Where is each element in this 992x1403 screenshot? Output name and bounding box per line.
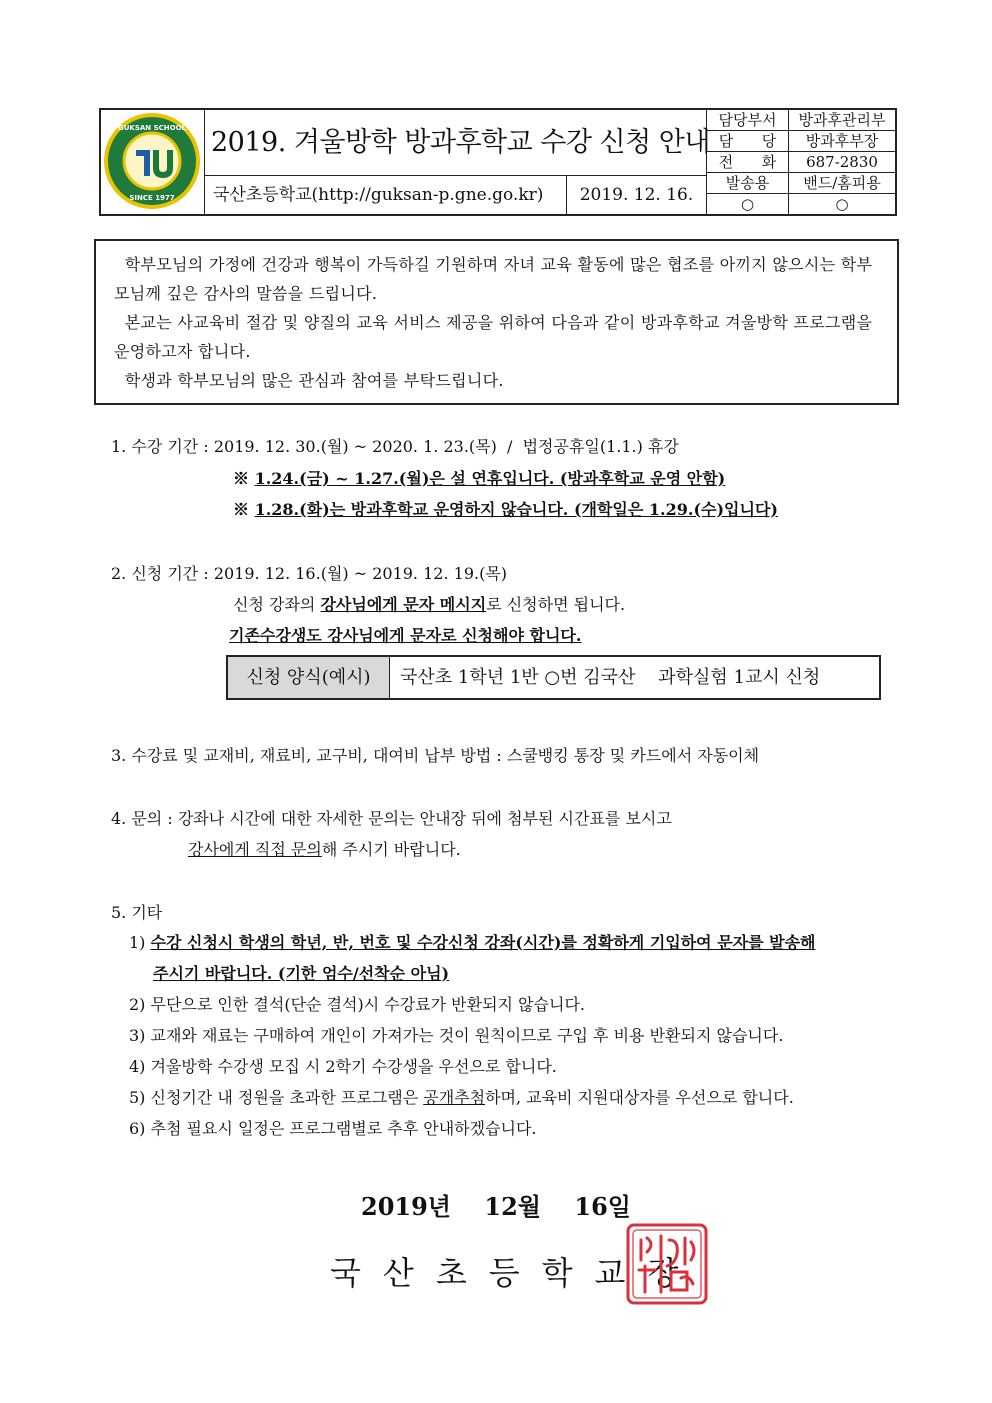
sample-value: 국산초 1학년 1반 ○번 김국산 과학실험 1교시 신청 (400, 667, 821, 688)
grid-value-charge: 방과후부장 (789, 131, 895, 152)
seal-stamp-icon (625, 1222, 709, 1306)
section-4-inquiry-2 (188, 837, 461, 860)
note-mark: ※ (233, 500, 255, 519)
section-2-label: 2. 신청 기간 : (111, 564, 214, 583)
greeting-paragraph-2: 본교는 사교육비 절감 및 양질의 교육 서비스 제공을 위하여 다음과 같이 방과후학교 겨울방학 프로그램을 운영하고자 합니다. (114, 313, 878, 361)
grid-label-dept: 담당부서 (707, 110, 789, 131)
principal-signature: 국산초등학교장 (330, 1254, 701, 1292)
section-1-note-2 (233, 497, 778, 520)
issue-date: 2019년 12월 16일 (361, 1192, 631, 1221)
etc-item-2: 2) 무단으로 인한 결석(단순 결석)시 수강료가 반환되지 않습니다. (129, 995, 585, 1014)
grid-label-charge: 담 당 (707, 131, 789, 152)
etc-item-3: 3) 교재와 재료는 구매하여 개인이 가져가는 것이 원칙이므로 구입 후 비용 반환되지 않습니다. (129, 1026, 784, 1045)
note-mark: ※ (233, 469, 255, 488)
grid-check-send: ○ (707, 194, 789, 214)
etc-item-1-text-a: 수강 신청시 학생의 학년, 반, 번호 및 수강신청 강좌(시간)를 정확하게 기입하여 문자를 발송해 (150, 933, 816, 952)
section-2-existing-students: 기존수강생도 강사님에게 문자로 신청해야 합니다. (229, 626, 582, 645)
approval-grid (707, 110, 895, 214)
method-text-a: 신청 강좌의 (233, 595, 321, 614)
greeting-box (94, 239, 899, 405)
svg-text:SINCE 1977: SINCE 1977 (129, 194, 175, 202)
section-1-label: 1. 수강 기간 : (111, 437, 214, 456)
application-format-example (226, 655, 881, 700)
inquiry-rest: 해 주시기 바랍니다. (321, 840, 461, 859)
etc-item-4: 4) 겨울방학 수강생 모집 시 2학기 수강생을 우선으로 합니다. (129, 1057, 557, 1076)
section-5-label: 5. 기타 (111, 903, 163, 922)
grid-label-phone: 전 화 (707, 152, 789, 173)
sample-label: 신청 양식(예시) (228, 657, 390, 698)
note-1-text: 1.24.(금) ~ 1.27.(월)은 설 연휴입니다. (방과후학교 운영 안함) (254, 469, 726, 488)
document-title: 2019. 겨울방학 방과후학교 수강 신청 안내 (205, 110, 707, 176)
school-name-url: 국산초등학교(http://guksan-p.gne.go.kr) (205, 176, 567, 214)
section-2-text: 2019. 12. 16.(월) ~ 2019. 12. 19.(목) (213, 564, 508, 583)
school-logo (101, 110, 205, 214)
section-1-note-1 (233, 466, 725, 489)
note-2-text: 1.28.(화)는 방과후학교 운영하지 않습니다. (개학일은 1.29.(수)입니다) (254, 500, 778, 519)
grid-value-phone: 687-2830 (789, 152, 895, 173)
document-date: 2019. 12. 16. (567, 176, 707, 214)
grid-label-send: 발송용 (707, 173, 789, 194)
inquiry-highlight: 강사에게 직접 문의 (188, 840, 322, 859)
grid-check-band: ○ (835, 195, 849, 213)
etc-item-5-highlight: 공개추첨 (423, 1088, 486, 1107)
section-3-payment: 3. 수강료 및 교재비, 재료비, 교구비, 대여비 납부 방법 : 스쿨뱅킹 통장 및 카드에서 자동이체 (111, 746, 760, 765)
section-2-method (233, 592, 625, 615)
greeting-paragraph-3: 학생과 학부모님의 많은 관심과 참여를 부탁드립니다. (114, 371, 504, 390)
grid-value-dept: 방과후관리부 (789, 110, 895, 131)
etc-item-1-cont: 주시기 바랍니다. (기한 엄수/선착순 아님) (153, 964, 450, 983)
etc-item-6: 6) 추첨 필요시 일정은 프로그램별로 추후 안내하겠습니다. (129, 1119, 537, 1138)
greeting-paragraph-1: 학부모님의 가정에 건강과 행복이 가득하길 기원하며 자녀 교육 활동에 많은 협조를 아끼지 않으시는 학부모님께 깊은 감사의 말씀을 드립니다. (114, 255, 873, 303)
etc-item-1-num: 1) (129, 933, 151, 952)
school-emblem-icon (101, 110, 203, 212)
etc-item-5 (129, 1085, 794, 1108)
header-table (99, 108, 897, 216)
section-4-inquiry: 4. 문의 : 강좌나 시간에 대한 자세한 문의는 안내장 뒤에 첨부된 시간표를 보시고 (111, 809, 672, 828)
etc-item-5-a: 5) 신청기간 내 정원을 초과한 프로그램은 (129, 1088, 424, 1107)
section-1-period (111, 434, 679, 457)
etc-item-5-c: 하며, 교육비 지원대상자를 우선으로 합니다. (485, 1088, 794, 1107)
method-text-c: 로 신청하면 됩니다. (486, 595, 626, 614)
section-1-text: 2019. 12. 30.(월) ~ 2020. 1. 23.(목) / 법정공휴일(1.1.) 휴강 (213, 437, 679, 456)
section-2-period (111, 561, 507, 584)
svg-text:GUKSAN SCHOOL: GUKSAN SCHOOL (117, 124, 187, 132)
grid-value-band: 밴드/홈피용 (789, 173, 895, 194)
etc-item-1 (129, 930, 816, 953)
official-seal (625, 1222, 709, 1306)
method-text-highlight: 강사님에게 문자 메시지 (320, 595, 487, 614)
